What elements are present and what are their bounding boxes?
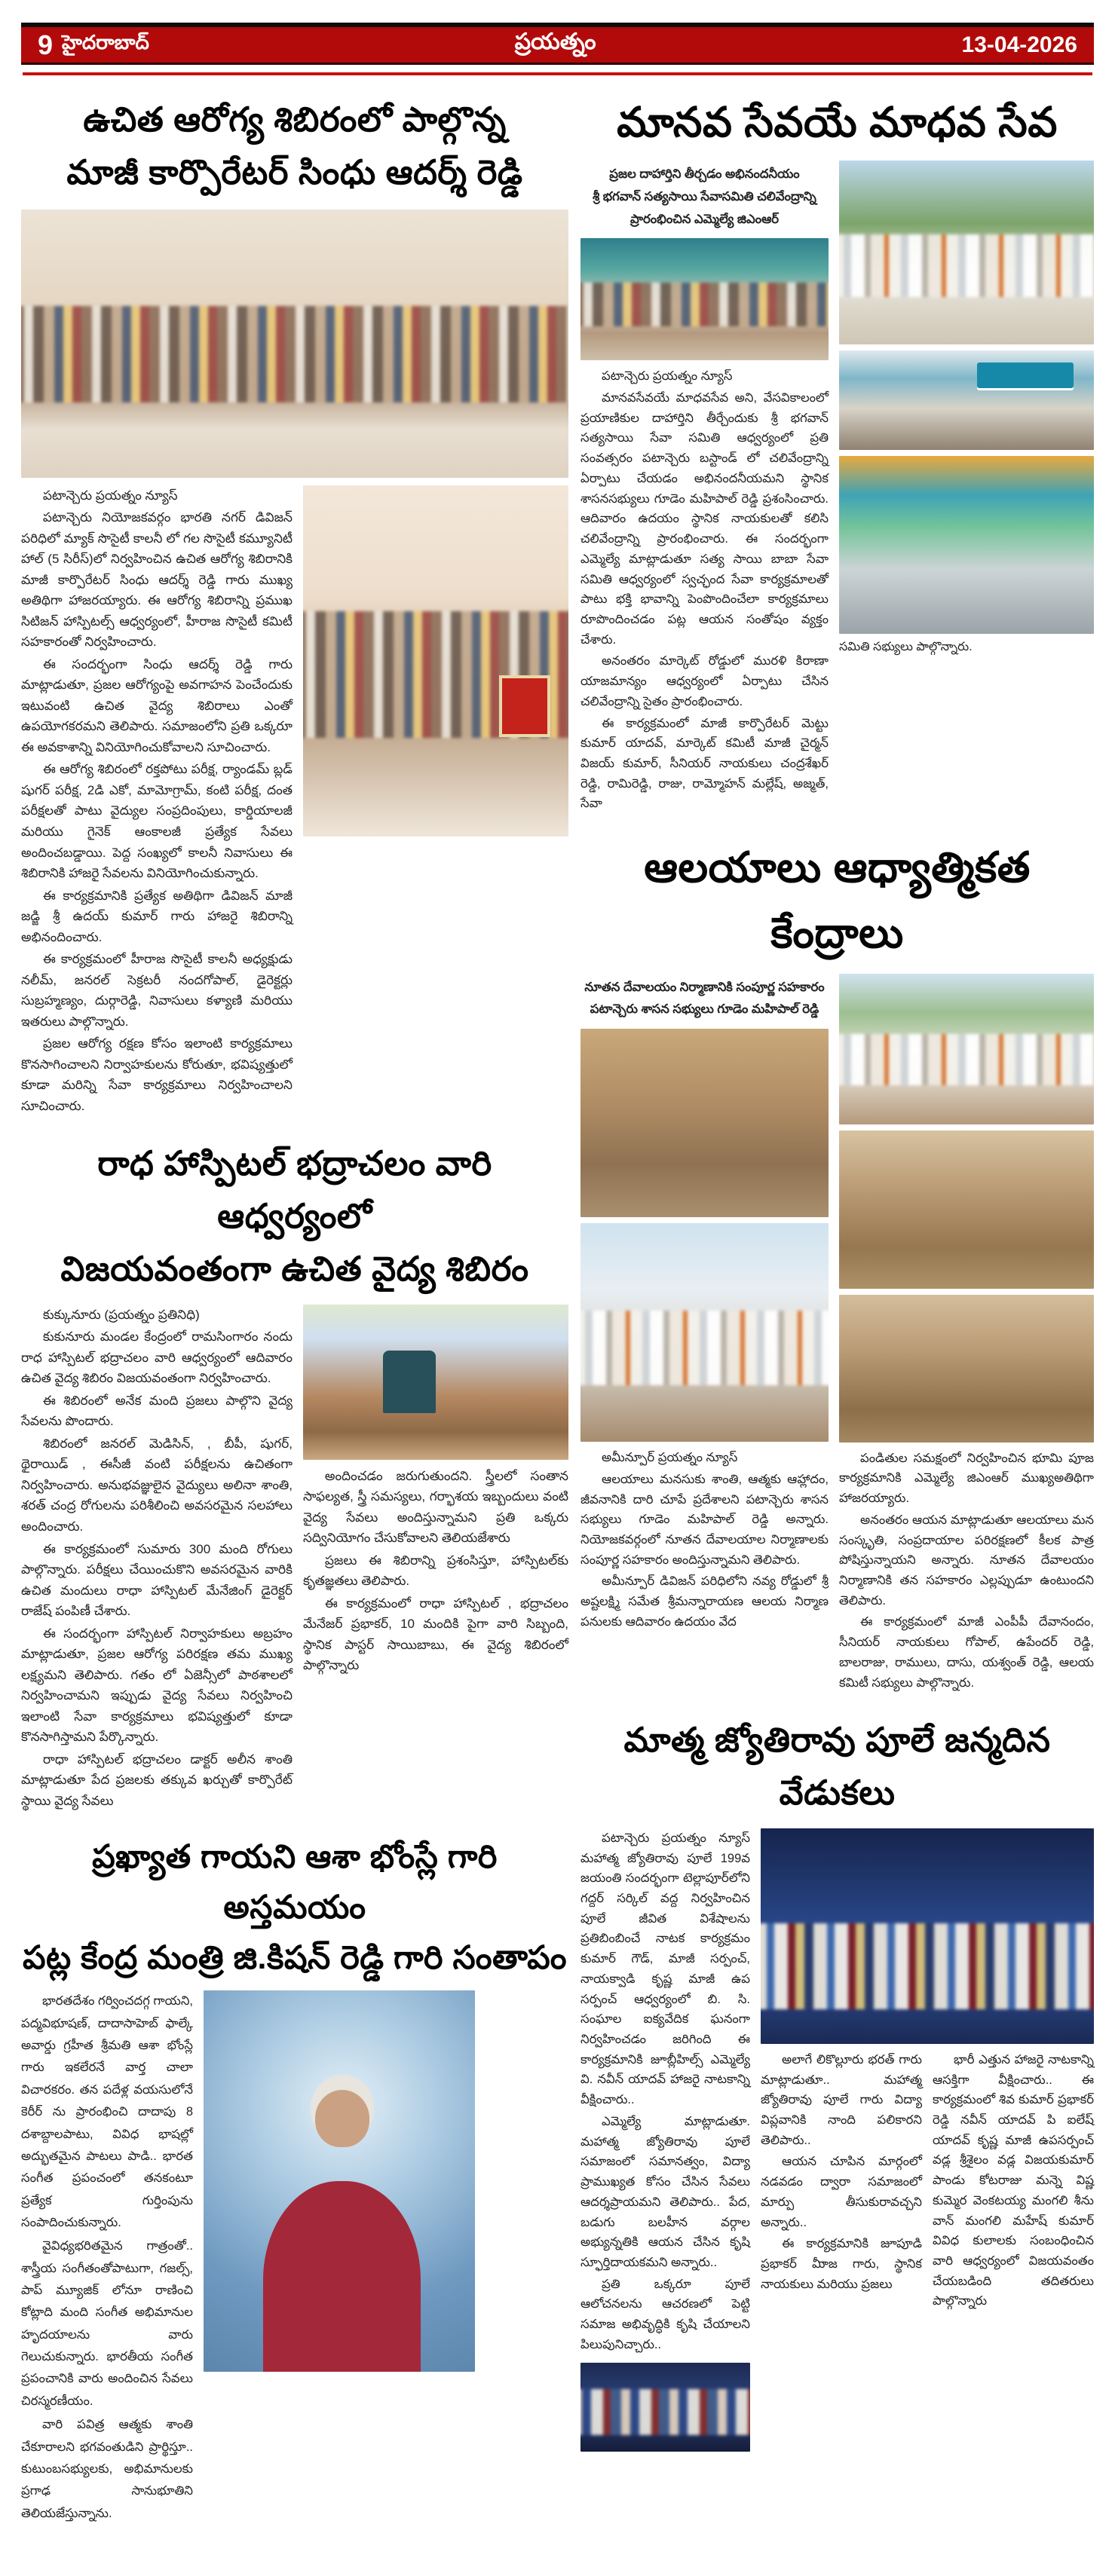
foundation-ceremony-group-photo — [839, 974, 1094, 1124]
dateline: కుక్కునూరు (ప్రయత్నం ప్రతినిధి) — [42, 1307, 200, 1322]
asha-bhosle-singer-photo — [204, 1990, 475, 2372]
page-columns — [21, 89, 1094, 2546]
headline-line1: రాధ హాస్పిటల్ భద్రాచలం వారి ఆధ్వర్యంలో — [97, 1144, 492, 1236]
masthead-title: ప్రయత్నం — [514, 29, 596, 54]
body-paragraph: పటాన్చెరు ప్రయత్నం న్యూస్ మహాత్మ జ్యోతిరావు పూలే 199వ జయంతి సందర్భంగా టెల్లాపూర్‌లోని గద్దర్ సర్కిల్ వద్ద నిర్వహించిన పూలే జీవిత విశేషాలను ప్రతిబింబించే నాటక కార్యక్రమం కుమార్ గౌడ్, మాజీ సర్పంచ్, నాయక్వాడి కృష్ణ మాజీ ఉప సర్పంచ్ ఆధ్వర్యంలో బి. సి. సంఘాల ఐక్యవేదిక ఘనంగా నిర్వహించడం జరిగింది ఈ కార్యక్రమానికి జూబ్లీహిల్స్ ఎమ్మెల్యే వి. నవీన్ యాదవ్ హాజరై నాటకాన్ని వీక్షించారు.. — [580, 1831, 750, 2107]
headline — [21, 1137, 568, 1295]
body-paragraph: ఎమ్మెల్యే మాట్లాడుతూ. మహాత్మ జ్యోతిరావు పూలే సమాజంలో సమానత్వం, విద్యా ప్రాముఖ్యత కోసం చేసిన సేవలు ఆదర్శప్రాయమని తెలిపారు.. పేద, బడుగు బలహీన వర్గాల అభ్యున్నతికి ఆయన చేసిన కృషి స్ఫూర్తిదాయకమని అన్నారు.. — [580, 2114, 750, 2269]
body-paragraph: ఈ కార్యక్రమంలో రాధా హాస్పిటల్ , భద్రాచలం మేనేజర్ ప్రభాకర్, 10 మందికి పైగా వారి సిబ్బంది, స్థానిక పాస్టర్ సాయిబాబు, ఈ వైద్య శిబిరంలో పాల్గొన్నారు — [303, 1595, 568, 1673]
phule-stage-felicitation-photo — [761, 1828, 1094, 2044]
photo-text-column — [303, 1305, 568, 1813]
seva-samiti-group-photo — [839, 161, 1094, 344]
body-paragraph: ఆయన చూపిన మార్గంలో నడవడం ద్వారా సమాజంలో మార్పు తీసుకురావచ్చని అన్నారు.. — [761, 2155, 922, 2229]
subhead-line: నూతన దేవాలయం నిర్మాణానికి సంపూర్ణ సహకారం — [584, 980, 825, 994]
photo-column — [303, 485, 568, 1118]
body-paragraph: ఆలయాలు మనసుకు శాంతి, ఆత్మకు ఆహ్లాదం, జీవనానికి దారి చూపే ప్రదేశాలని పటాన్చెరు శాసన సభ్యులు గూడెం మహిపాల్ రెడ్డి అన్నారు. నియోజకవర్గంలో నూతన దేవాలయాల నిర్మాణాలకు సంపూర్ణ సహకారం అందిస్తున్నామని తెలిపారు. — [580, 1472, 829, 1567]
camp-attendees-group-photo — [303, 485, 568, 837]
edition-name: హైదరాబాద్ — [62, 31, 149, 54]
body-column — [580, 161, 829, 815]
body-paragraph: ఈ శిబిరంలో అనేక మంది ప్రజలు పాల్గొని వైద్య సేవలను పొందారు. — [21, 1393, 293, 1429]
body-paragraph: వారి పవిత్ర ఆత్మకు శాంతి చేకూరాలని భగవంతుడిని ప్రార్థిస్తూ.. కుటుంబసభ్యులకు, అభిమానులకు ప్రగాఢ సానుభూతిని తెలియజేస్తున్నాను. — [21, 2418, 193, 2520]
article-phule-jayanti — [580, 1714, 1094, 2451]
white-space — [486, 1990, 568, 2526]
photo-caption: సమితి సభ్యులు పాల్గొన్నారు. — [839, 641, 973, 654]
headline: మాత్మ జ్యోతిరావు పూలే జన్మదిన వేడుకలు — [623, 1721, 1051, 1813]
header-rule — [23, 72, 1092, 75]
body-paragraph: శిబిరంలో జనరల్ మెడిసిన్, , బీపీ, షుగర్, థైరాయిడ్ , ఈసీజీ వంటి పరీక్షలను ఉచితంగా నిర్వహించారు. అనుభవజ్ఞులైన వైద్యులు అలినా శాంతి, శరత్ చంద్ర రోగులను పరిశీలించి అవసరమైన సలహాలు అందించారు. — [21, 1436, 293, 1534]
subhead-line: పటాన్చెరు శాసన సభ్యులు గూడెం మహిపాల్ రెడ్డి — [590, 1002, 819, 1017]
article-body-row — [580, 1828, 1094, 2452]
body-paragraph: అలాగే లికొల్లూరు భరత్ గారు మాట్లాడుతూ.. మహాత్మ జ్యోతిరావు పూలే గారు విద్యా విప్లవానికి నాంది పలికారని తెలిపారు.. — [761, 2052, 922, 2147]
right-column — [580, 89, 1094, 2546]
headline-line1: ఉచిత ఆరోగ్య శిబిరంలో పాల్గొన్న — [83, 100, 507, 139]
left-column — [21, 89, 568, 2546]
page-number: 9 — [38, 29, 54, 60]
body-paragraph: వైవిధ్యభరితమైన గాత్రంతో.. శాస్త్రీయ సంగీతంతోపాటుగా, గజల్స్, పాప్ మ్యూజిక్ లోనూ రాణించి కోట్లాది మంది సంగీత అభిమానుల హృదయాలను వారు గెలుచుకున్నారు. భారతీయ సంగీత ప్రపంచానికి వారు అందించిన సేవలు చిరస్మరణీయం. — [21, 2239, 193, 2408]
night-event-crowd-photo — [580, 2363, 750, 2452]
subhead-line: శ్రీ భగవాన్ సత్యసాయి సేవాసమితి చలివేంద్రాన్ని — [593, 189, 816, 203]
body-paragraph: ఈ కార్యక్రమంలో మాజీ కార్పొరేటర్ మెట్టు కుమార్ యాదవ్, మార్కెట్ కమిటీ మాజీ చైర్మన్ విజయ్ కుమార్, సీనియర్ నాయకులు చంద్రశేఖర్ రెడ్డి, రామిరెడ్డి, రాజు, రామ్మోహన్ మల్లేష్, అజ్మత్, సేవా — [580, 716, 829, 811]
body-paragraph: ఈ కార్యక్రమానికి ప్రత్యేక అతిథిగా డివిజన్ మాజీ జడ్జి శ్రీ ఉదయ్ కుమార్ గారు హాజరై శిబిరాన్ని అభినందించారు. — [21, 888, 293, 944]
photo-text-column — [761, 1828, 1094, 2452]
article-body-row — [21, 485, 568, 1118]
photo-text-column — [839, 974, 1094, 1695]
body-paragraph: అమీన్పూర్ డివిజన్ పరిధిలోని నవ్య రోడ్డులో శ్రీ అష్టలక్ష్మి సమేత శ్రీమన్నారాయణ ఆలయ నిర్మాణ పనులకు ఆదివారం ఉదయం వేద — [580, 1574, 829, 1629]
article-manava-seva — [580, 90, 1094, 815]
body-column — [761, 2050, 922, 2313]
article-body-row — [580, 974, 1094, 1695]
article-temples-spiritual-centres — [580, 835, 1094, 1694]
dhruva-building-inauguration-photo — [839, 350, 1094, 450]
article-asha-bhosle-condolence — [21, 1832, 568, 2526]
bhoomi-pooja-excavation-photo — [580, 1029, 829, 1217]
body-paragraph: రాధా హాస్పిటల్ భద్రాచలం డాక్టర్ అలీన శాంతి మాట్లాడుతూ పేద ప్రజలకు తక్కువ ఖర్చుతో కార్పొరేట్ స్థాయి వైద్య సేవలు — [21, 1751, 293, 1808]
body-column — [933, 2050, 1094, 2313]
body-paragraph: ప్రతి ఒక్కరూ పూలే ఆలోచనలను ఆచరణలో పెట్టి సమాజ అభివృద్ధికి కృషి చేయాలని పిలుపునిచ్చారు.. — [580, 2277, 750, 2351]
body-paragraph: ప్రజలు ఈ శిబిరాన్ని ప్రశంసిస్తూ, హాస్పిటల్‌కు కృతజ్ఞతలు తెలిపారు. — [303, 1553, 568, 1589]
body-column — [580, 1828, 750, 2452]
body-paragraph: భారీ ఎత్తున హాజరై నాటకాన్ని ఆసక్తిగా వీక్షించారు.. ఈ కార్యక్రమంలో శివ కుమార్ ప్రభాకర్ రెడ్డి నవీన్ యాదవ్ పి ఐలేష్ యాదవ్ కృష్ణ మాజీ ఉపసర్పంచ్ వడ్ల శ్రీశైలం వడ్ల విజయకుమార్ పాండు కోటరాజు మన్నె విష్ణ కుమ్మెర వెంకటయ్య మంగలి శీను వాన్ మంగలి మహేష్ కుమార్ వివిధ కులాలకు సంబంధించిన వారి ఆధ్వర్యంలో విజయవంతం చేయబడింది తదితరులు పాల్గొన్నారు — [933, 2052, 1094, 2308]
body-paragraph: అనంతరం మార్కెట్ రోడ్డులో మురళి కిరాణా యాజమాన్యం ఆధ్వర్యంలో ఏర్పాటు చేసిన చలివేంద్రాన్ని సైతం ప్రారంభించారు. — [580, 654, 829, 708]
headline-line2: పట్ల కేంద్ర మంత్రి జి.కిషన్ రెడ్డి గారి సంతాపం — [22, 1939, 568, 1976]
body-paragraph: ఈ సందర్భంగా హాస్పిటల్ నిర్వాహకులు అబ్రహం మాట్లాడుతూ, ప్రజల ఆరోగ్య పరిరక్షణ తమ ముఖ్య లక్ష్యమని తెలిపారు. గతం లో ఏజెన్సీలో పాఠశాలలో నిర్వహించామని ఇప్పుడు వైద్య సేవలు నిర్వహించి ఇలాంటి సేవా కార్యక్రమాలు భవిష్యత్తులో కూడా కొనసాగిస్తామని పేర్కొన్నారు. — [21, 1626, 293, 1745]
foundation-trench-photo — [839, 1295, 1094, 1442]
body-paragraph: పండితుల సమక్షంలో నిర్వహించిన భూమి పూజ కార్యక్రమానికి ఎమ్మెల్యే జిఎంఆర్ ముఖ్యఅతిథిగా హాజరయ్యారు. — [839, 1451, 1094, 1506]
body-paragraph: ఈ కార్యక్రమంలో సుమారు 300 మంది రోగులు పాల్గొన్నారు. పరీక్షలు చేయించుకొని అవసరమైన వారికి ఉచిత మందులు రాధా హాస్పిటల్ మేనేజింగ్ డైరెక్టర్ రాజేష్ పంపిణీ చేశారు. — [21, 1541, 293, 1619]
headline-line2: విజయవంతంగా ఉచిత వైద్య శిబిరం — [60, 1249, 529, 1288]
body-paragraph: ఈ కార్యక్రమంలో మాజీ ఎంపీపీ దేవానందం, సీనియర్ నాయకులు గోపాల్, ఉపేందర్ రెడ్డి, బాలరాజు, రాములు, దాసు, యశ్వంత్ రెడ్డి, ఆలయ కమిటీ సభ్యులు పాల్గొన్నారు. — [839, 1615, 1094, 1690]
mla-digging-foundation-photo — [839, 1130, 1094, 1289]
article-radha-hospital — [21, 1137, 568, 1813]
subheadline — [580, 164, 829, 231]
dateline: అమీన్పూర్ ప్రయత్నం న్యూస్ — [602, 1451, 738, 1465]
body-paragraph: ఈ కార్యక్రమంలో హీరాజ సొసైటీ కాలనీ అధ్యక్షుడు నలీమ్, జనరల్ సెక్రటరీ నందగోపాల్, డైరెక్టర్లు సుబ్రహ్మణ్యం, దుర్గారెడ్డి, నివాసులు కళ్యాణి మరియు ఇతరులు పాల్గొన్నారు. — [21, 952, 293, 1029]
headline-line2: మాజీ కార్పొరేటర్ సింధు ఆదర్శ్ రెడ్డి — [66, 152, 523, 191]
body-paragraph: ఈ కార్యక్రమానికి జూపూడి ప్రభాకర్ మీాజ గారు, స్థానిక నాయకులు మరియు ప్రజలు — [761, 2237, 922, 2291]
headline: ఆలయాలు ఆధ్యాత్మికత కేంద్రాలు — [644, 843, 1031, 956]
body-paragraph: అందించడం జరుగుతుందని. స్త్రీలలో సంతాన సాఫల్యత, స్త్రీ సమస్యలు, గర్భాశయ ఇబ్బందులు వంటి వైద్య సేవలు అందిస్తున్నామని ప్రతి ఒక్కరు సద్వినియోగం చేసుకోవాలని తెలియజేశారు — [303, 1468, 568, 1546]
body-column — [21, 1990, 193, 2526]
body-paragraph: ఈ ఆరోగ్య శిబిరంలో రక్తపోటు పరీక్ష, ర్యాండమ్ బ్లడ్ షుగర్ పరీక్ష, 2డి ఎకో, మామోగ్రామ్, కంటి పరీక్ష, దంత పరీక్షలతో పాటు వైద్యుల సంప్రదింపులు, కార్డియాలజీ మరియు గైనెక్ ఆంకాలజీ ప్రత్యేక సేవలు అందించబడ్డాయి. పెద్ద సంఖ్యలో కాలనీ నివాసులు ఈ శిబిరానికి హాజరై సేవలను వినియోగించుకున్నారు. — [21, 762, 293, 881]
sub-columns — [761, 2050, 1094, 2313]
body-paragraph: అనంతరం ఆయన మాట్లాడుతూ ఆలయాలు మన సంస్కృతి, సంప్రదాయాల పరిరక్షణలో కీలక పాత్ర పోషిస్తున్నాయని అన్నారు. నూతన దేవాలయం నిర్మాణానికి తన సహకారం ఎల్లప్పుడూ ఉంటుందని తెలిపారు. — [839, 1513, 1094, 1608]
body-paragraph: పటాన్చెరు నియోజకవర్గం భారతి నగర్ డివిజన్ పరిధిలో మ్యాక్ సొసైటీ కాలనీ లో గల సొసైటీ కమ్యూనిటీ హాల్ (5 సిరీస్)లో నిర్వహించిన ఉచిత ఆరోగ్య శిబిరానికి మాజీ కార్పొరేటర్ సింధు ఆదర్శ్ రెడ్డి గారు ముఖ్య అతిథిగా హాజరయ్యారు. ఈ ఆరోగ్య శిబిరాన్ని ప్రముఖ సిటిజన్ హాస్పిటల్స్ ఆధ్వర్యంలో, హీరాజ సొసైటీ కమిటీ సహకారంతో నిర్వహించారు. — [21, 510, 293, 650]
subheadline — [580, 977, 829, 1021]
headline-line1: ప్రఖ్యాత గాయని ఆశా భోంస్లే గారి అస్తమయం — [92, 1839, 498, 1926]
headline — [21, 93, 568, 199]
subhead-line: ప్రారంభించిన ఎమ్మెల్యే జిఎంఆర్ — [629, 212, 780, 226]
chalivendram-launch-photo — [839, 456, 1094, 634]
body-paragraph: ప్రజల ఆరోగ్య రక్షణ కోసం ఇలాంటి కార్యక్రమాలు కొనసాగించాలని నిర్వాహకులను కోరుతూ, భవిష్యత్తులో కూడా మరిన్ని సేవా కార్యక్రమాలు నిర్వహించాలని సూచించారు. — [21, 1036, 293, 1113]
body-column — [21, 485, 293, 1118]
masthead-bar — [21, 23, 1094, 65]
article-body-row — [21, 1990, 568, 2526]
photo-column — [204, 1990, 475, 2526]
dateline: పటాన్చెరు ప్రయత్నం న్యూస్ — [602, 369, 733, 384]
body-paragraph: భారతదేశం గర్వించదగ్గ గాయని, పద్మవిభూషణ్, దాదాసాహెబ్ ఫాల్కే అవార్డు గ్రహీత శ్రీమతి ఆశా భోంస్లే గారు ఇకలేరనే వార్త చాలా విచారకరం. తన పదేళ్ల వయసులోనే కెరీర్ ను ప్రారంభించి దాదాపు 8 దశాబ్దాలపాటు, వివిధ భాషల్లో అద్భుతమైన పాటలు పాడి.. భారత సంగీత ప్రపంచంలో తనకంటూ ప్రత్యేక గుర్తింపును సంపాదించుకున్నారు. — [21, 1994, 193, 2229]
article-health-camp — [21, 93, 568, 1118]
photo-column — [839, 161, 1094, 815]
body-column — [21, 1305, 293, 1813]
article-body-row — [580, 161, 1094, 815]
body-paragraph: మానవసేవయే మాధవసేవ అని, వేసవికాలంలో ప్రయాణికుల దాహార్తిని తీర్చేందుకు శ్రీ భగవాన్ సత్యసాయి సేవా సమితి ఆధ్వర్యంలో ప్రతి సంవత్సరం పటాన్చెరు బస్టాండ్ లో చలివేంద్రాన్ని ఏర్పాటు చేయడం అభినందనీయమని స్థానిక శాసనసభ్యులు గూడెం మహిపాల్ రెడ్డి ప్రశంసించారు. ఆదివారం ఉదయం స్థానిక నాయకులతో కలిసి చలివేంద్రాన్ని ప్రారంభించారు. ఈ సందర్భంగా ఎమ్మెల్యే మాట్లాడుతూ సత్య సాయి బాబా సేవా సమితి ఆధ్వర్యంలో స్వచ్ఛంద సేవా కార్యక్రమాలతో పాటు భక్తి భావాన్ని పెంపొందించేలా కార్యక్రమాలు రూపొందించడం పట్ల ఆయన సంతోషం వ్యక్తం చేశారు. — [580, 391, 829, 647]
body-paragraph: కుకునూరు మండల కేంద్రంలో రామసింగారం నందు రాధ హాస్పిటల్ భద్రాచలం వారి ఆధ్వర్యంలో ఆదివారం ఉచిత వైద్య శిబిరం విజయవంతంగా నిర్వహించారు. — [21, 1329, 293, 1386]
headline — [21, 1832, 568, 1983]
body-column — [580, 974, 829, 1695]
subhead-line: ప్రజల దాహార్తిని తీర్చడం అభినందనీయం — [609, 167, 800, 182]
water-kiosk-crowd-photo — [580, 238, 829, 360]
headline: మానవ సేవయే మాధవ సేవ — [617, 99, 1058, 145]
community-hall-group-photo — [21, 210, 568, 478]
issue-date: 13-04-2026 — [961, 32, 1077, 57]
body-paragraph: ఈ సందర్భంగా సింధు ఆదర్శ్ రెడ్డి గారు మాట్లాడుతూ, ప్రజల ఆరోగ్యంపై అవగాహన పెంచేందుకు ఇటువంటి ఉచిత వైద్య శిబిరాలు ఎంతో ఉపయోగకరమని తెలిపారు. సమాజంలోని ప్రతి ఒక్కరూ ఈ అవకాశాన్ని వినియోగించుకోవాలని సూచించారు. — [21, 656, 293, 754]
doctor-consultation-photo — [303, 1305, 568, 1460]
dateline: పటాన్చెరు ప్రయత్నం న్యూస్ — [42, 488, 178, 503]
temple-event-group-photo — [580, 1223, 829, 1442]
article-body-row — [21, 1305, 568, 1813]
